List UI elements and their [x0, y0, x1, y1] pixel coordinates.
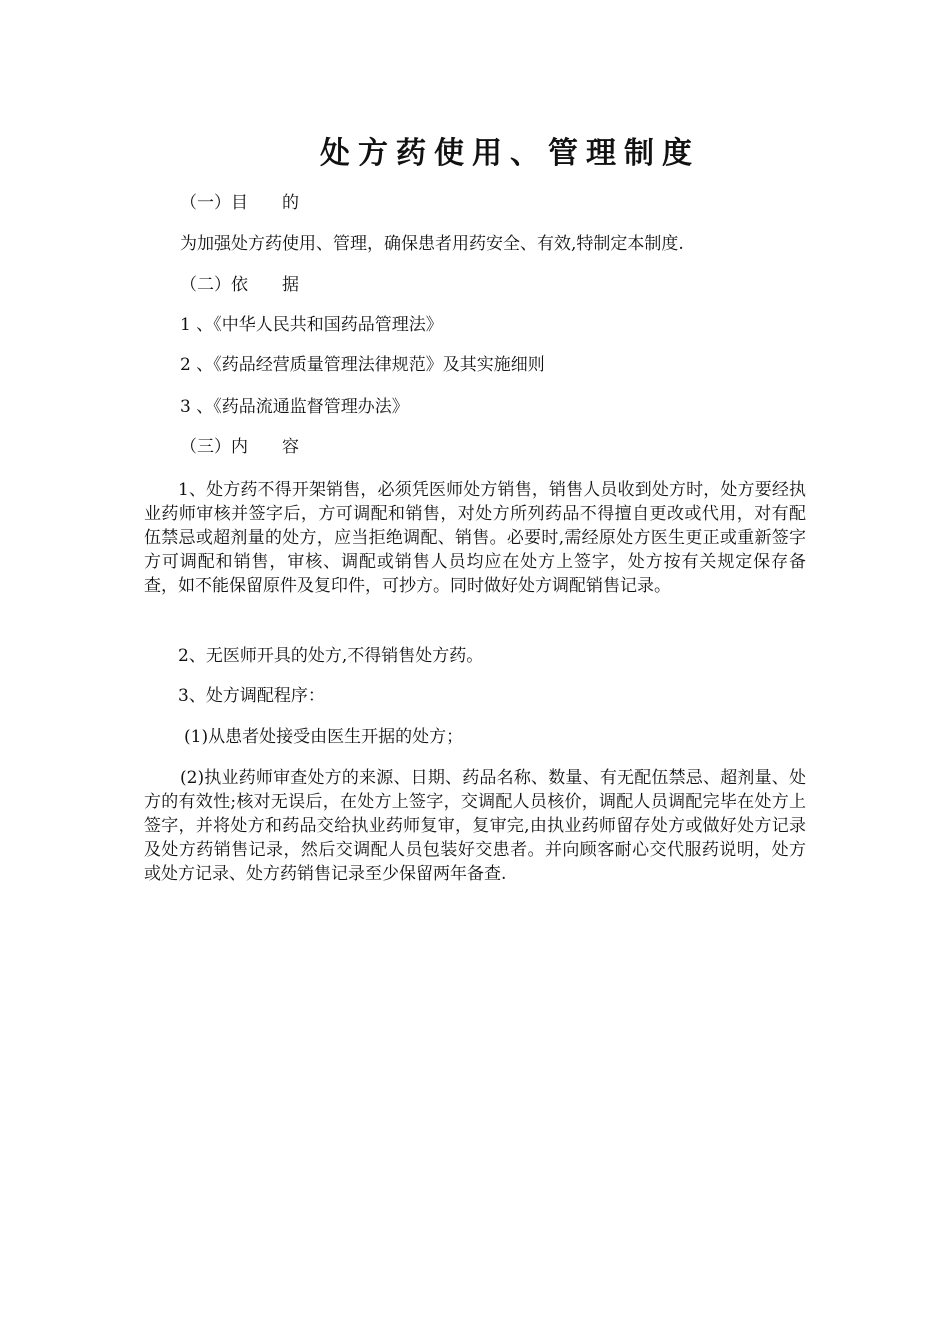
content-paragraph-1: 1、处方药不得开架销售，必须凭医师处方销售，销售人员收到处方时，处方要经执业药师审核并签字后，方可调配和销售，对处方所列药品不得擅自更改或代用，对有配伍禁忌或超剂量的处方，应当拒绝调配、销售。必要时,需经原处方医生更正或重新签字方可调配和销售，审核、调配或销售人员均应在处方上签字，处方按有关规定保存备查，如不能保留原件及复印件，可抄方。同时做好处方调配销售记录。: [144, 480, 806, 596]
content-paragraph-2: 2、无医师开具的处方,不得销售处方药。: [178, 646, 484, 666]
procedure-step-1: (1)从患者处接受由医生开据的处方；: [184, 727, 464, 747]
basis-item-2: 2 、《药品经营质量管理法律规范》及其实施细则: [180, 355, 545, 375]
procedure-step-2: (2)执业药师审查处方的来源、日期、药品名称、数量、有无配伍禁忌、超剂量、处方的有效性;核对无误后，在处方上签字，交调配人员核价，调配人员调配完毕在处方上签字，并将处方和药品交给执业药师复审，复审完,由执业药师留存处方或做好处方记录及处方药销售记录，然后交调配人员包装好交患者。并向顾客耐心交代服药说明，处方或处方记录、处方药销售记录至少保留两年备查.: [144, 768, 806, 884]
basis-item-3: 3 、《药品流通监督管理办法》: [180, 397, 409, 417]
section-2-heading: （二）依 据: [180, 275, 299, 295]
section-3-heading: （三）内 容: [180, 437, 299, 457]
basis-item-1: 1 、《中华人民共和国药品管理法》: [180, 315, 443, 335]
content-paragraph-3: 3、处方调配程序：: [178, 686, 325, 706]
section-1-heading: （一）目 的: [180, 193, 299, 213]
document-title: 处方药使用、管理制度: [320, 136, 700, 171]
section-1-text: 为加强处方药使用、管理，确保患者用药安全、有效,特制定本制度.: [180, 234, 684, 254]
